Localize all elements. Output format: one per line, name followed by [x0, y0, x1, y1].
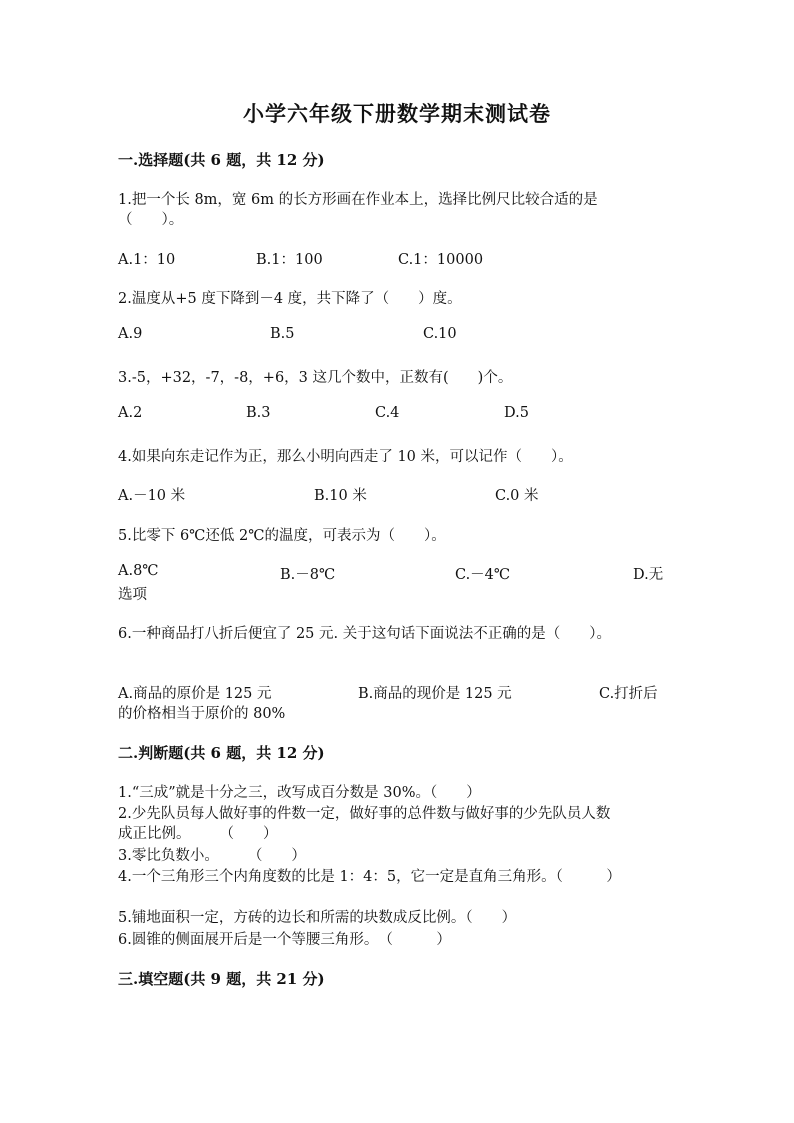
- choice-q2-option-b: B.5: [270, 326, 295, 342]
- choice-q6-option-c: C.打折后: [599, 686, 658, 702]
- section-choice-heading: 一.选择题(共 6 题，共 12 分): [118, 151, 325, 169]
- choice-q3-option-b: B.3: [246, 405, 271, 421]
- section-fill-heading: 三.填空题(共 9 题，共 21 分): [118, 970, 325, 988]
- choice-q2-stem: 2.温度从+5 度下降到－4 度，共下降了（ ）度。: [118, 291, 462, 307]
- choice-q4-option-c: C.0 米: [495, 488, 539, 504]
- choice-q1-option-c: C.1：10000: [398, 252, 484, 268]
- page-title: 小学六年级下册数学期末测试卷: [243, 101, 551, 126]
- judge-q2: 2.少先队员每人做好事的件数一定，做好事的总件数与做好事的少先队员人数: [118, 806, 611, 822]
- choice-q1-option-a: A.1：10: [118, 252, 176, 268]
- choice-q1-option-b: B.1：100: [256, 252, 323, 268]
- choice-q1-stem: 1.把一个长 8m，宽 6m 的长方形画在作业本上，选择比例尺比较合适的是: [118, 192, 598, 208]
- judge-q6: 6.圆锥的侧面展开后是一个等腰三角形。 （ ）: [118, 932, 451, 948]
- choice-q3-option-a: A.2: [118, 405, 143, 421]
- choice-q6-option-c-cont: 的价格相当于原价的 80%: [118, 706, 286, 722]
- choice-q4-option-a: A.－10 米: [118, 488, 186, 504]
- judge-q5: 5.铺地面积一定，方砖的边长和所需的块数成反比例。（ ）: [118, 910, 517, 926]
- choice-q2-option-c: C.10: [423, 326, 457, 342]
- choice-q6-option-a: A.商品的原价是 125 元: [118, 686, 272, 702]
- judge-q4: 4.一个三角形三个内角度数的比是 1：4：5，它一定是直角三角形。（ ）: [118, 869, 621, 885]
- judge-q1: 1.“三成”就是十分之三，改写成百分数是 30%。（ ）: [118, 785, 481, 801]
- choice-q5-stem: 5.比零下 6℃还低 2℃的温度，可表示为（ ）。: [118, 528, 446, 544]
- choice-q6-option-b: B.商品的现价是 125 元: [358, 686, 512, 702]
- choice-q5-option-c: C.－4℃: [455, 567, 511, 583]
- choice-q2-option-a: A.9: [118, 326, 143, 342]
- choice-q5-option-a: A.8℃: [118, 563, 159, 579]
- choice-q3-stem: 3.-5，+32，-7，-8，+6，3 这几个数中，正数有( )个。: [118, 370, 513, 386]
- choice-q4-option-b: B.10 米: [314, 488, 367, 504]
- judge-q2-cont: 成正比例。 （ ）: [118, 826, 278, 842]
- choice-q1-stem-cont: （ ）。: [118, 212, 184, 228]
- choice-q3-option-d: D.5: [504, 405, 529, 421]
- section-judge-heading: 二.判断题(共 6 题，共 12 分): [118, 744, 325, 762]
- choice-q5-option-b: B.－8℃: [280, 567, 336, 583]
- choice-q5-option-d: D.无: [633, 567, 664, 583]
- choice-q6-stem: 6.一种商品打八折后便宜了 25 元. 关于这句话下面说法不正确的是（ ）。: [118, 626, 611, 642]
- choice-q4-stem: 4.如果向东走记作为正，那么小明向西走了 10 米，可以记作（ ）。: [118, 449, 573, 465]
- choice-q5-option-d-cont: 选项: [118, 587, 147, 603]
- choice-q3-option-c: C.4: [375, 405, 400, 421]
- judge-q3: 3.零比负数小。 （ ）: [118, 848, 306, 864]
